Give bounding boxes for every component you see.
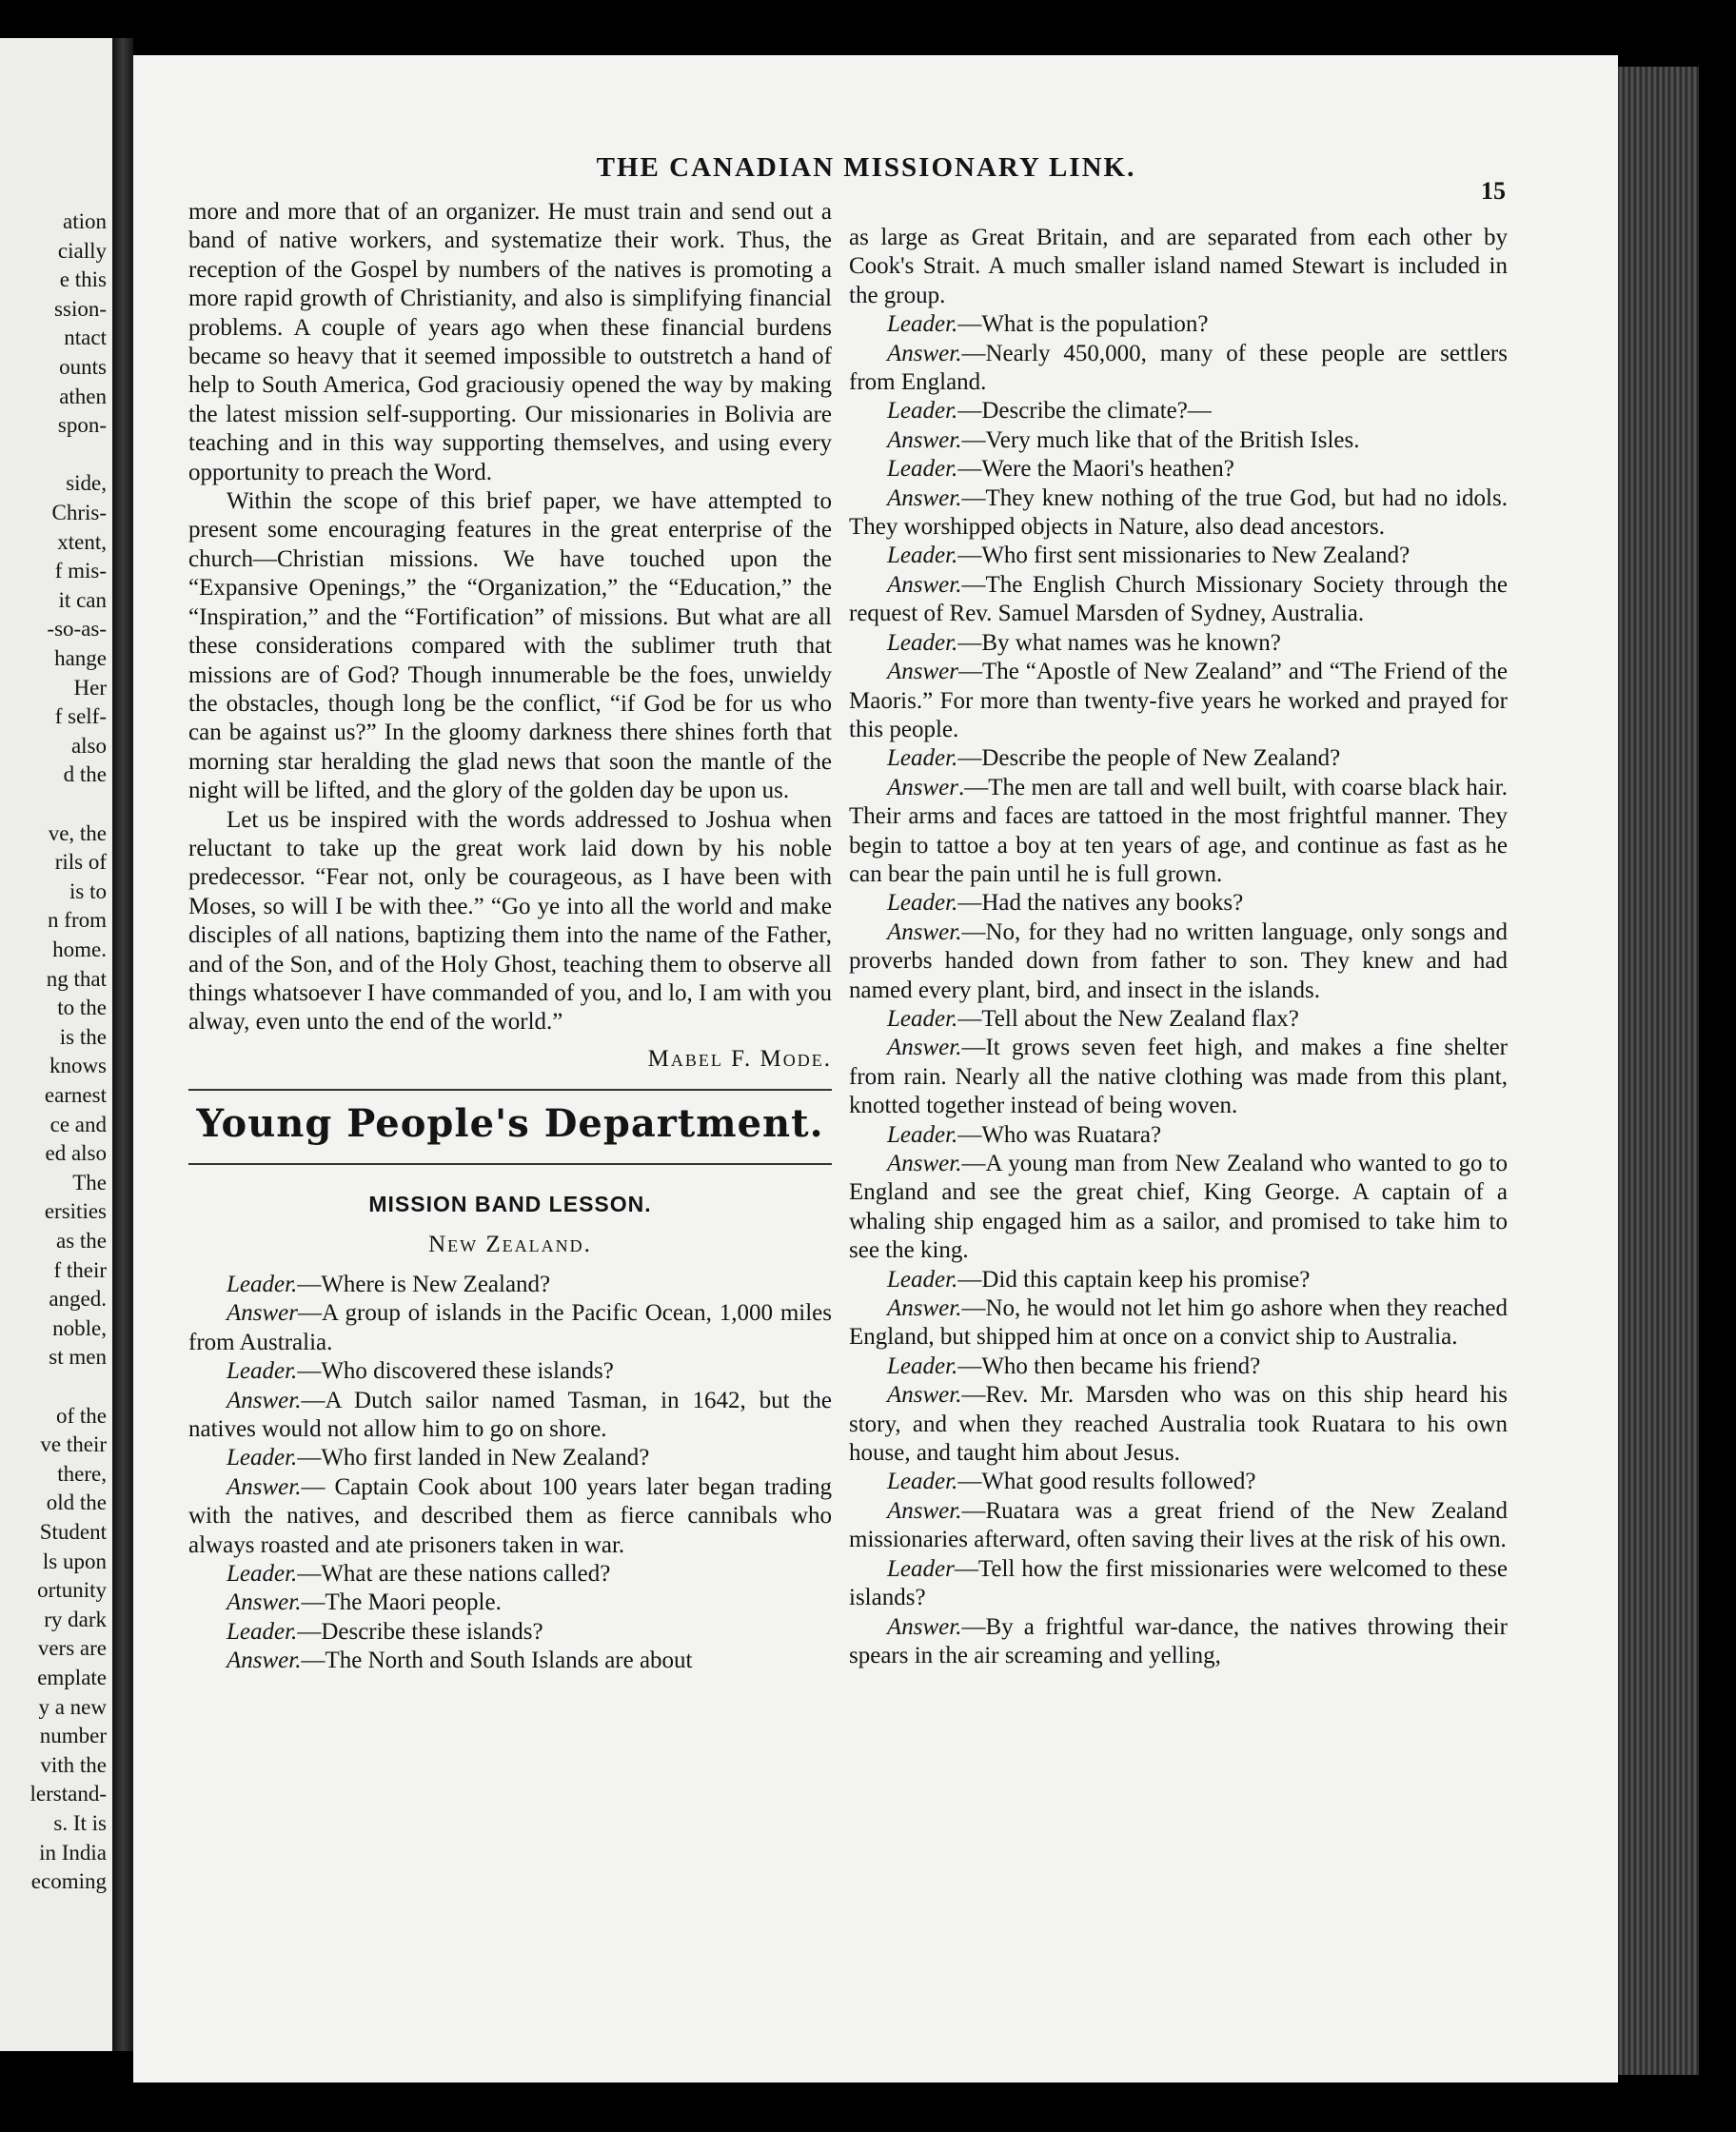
qa-text: —No, he would not let him go ashore when they reached England, but shipped him at once on a convict ship to Australia. [849,1295,1508,1351]
qa-entry [849,310,1508,339]
facing-page-text: of the [55,1403,107,1428]
qa-entry [849,918,1508,1005]
facing-page-text: home. [52,938,107,961]
qa-speaker: Leader. [887,398,958,424]
qa-list-left [188,1271,832,1676]
qa-speaker: Leader. [227,1561,298,1588]
qa-speaker: Answer. [887,1295,962,1322]
facing-page-text: cially [57,238,107,263]
facing-page-text: ortunity [37,1578,107,1603]
qa-speaker: Answer. [887,426,962,453]
qa-text: —The “Apostle of New Zealand” and “The Friend of the Maoris.” For more than twenty-five years he worked and prayed for this people. [849,659,1508,742]
qa-speaker: Leader. [887,311,958,338]
qa-text: —They knew nothing of the true God, but had no idols. They worshipped objects in Nature, also dead ancestors. [849,484,1508,541]
qa-speaker: Leader. [887,1469,958,1495]
qa-speaker: Leader. [887,543,958,569]
facing-page-text: f their [53,1257,107,1282]
qa-speaker: Leader. [227,1445,298,1471]
qa-speaker: Leader. [887,1266,958,1293]
qa-speaker: Answer. [227,1473,302,1500]
qa-text: —A Dutch sailor named Tasman, in 1642, but the natives would not allow him to go on shore. [188,1387,832,1443]
qa-entry [849,1150,1508,1266]
qa-speaker: Answer [227,1300,298,1327]
qa-entry [188,1647,832,1675]
left-column [188,198,832,1676]
page-edges [1618,67,1699,2075]
qa-text: —Describe the climate?— [957,398,1212,424]
qa-text: —Were the Maori's heathen? [957,456,1234,483]
qa-speaker: Leader. [887,1352,958,1379]
qa-speaker: Answer. [887,918,962,945]
qa-entry [849,1294,1508,1352]
qa-entry [849,484,1508,543]
lesson-subtitle: New Zealand. [428,1231,592,1257]
qa-text: —Ruatara was a great friend of the New Zealand missionaries afterward, often saving their lives at the risk of his own. [849,1497,1508,1553]
qa-speaker: Answer. [887,571,962,598]
qa-speaker: Answer. [887,1151,962,1176]
qa-speaker: Leader. [227,1272,298,1297]
facing-page-text: -so-as- [47,617,107,642]
qa-entry [188,1271,832,1299]
facing-page-text: ce and [49,1112,107,1136]
facing-page-text: s. It is [53,1811,107,1835]
qa-entry [188,1618,832,1647]
qa-text: —By a frightful war-dance, the natives throwing their spears in the air screaming and yelling, [849,1613,1508,1668]
facing-page-text: there, [57,1461,107,1486]
facing-page-text: Her [73,675,107,700]
qa-entry [188,1444,832,1472]
qa-speaker: Leader. [887,1005,958,1032]
facing-page-text: ed also [45,1141,107,1166]
qa-speaker: Leader. [887,745,958,772]
qa-entry [849,340,1508,398]
qa-entry [188,1560,832,1589]
qa-text: —Who discovered these islands? [297,1358,614,1385]
qa-text: —The Maori people. [301,1589,502,1616]
qa-text: —Did this captain keep his promise? [957,1266,1311,1293]
qa-text: —A young man from New Zealand who wanted to go to England and see the great chief, King George. A captain of a whaling ship engaged him as a sailor, and promised to take him to see the king. [849,1151,1508,1264]
qa-text: —Who first sent missionaries to New Zealand? [957,543,1410,569]
facing-page-text: number [39,1724,107,1748]
facing-page-text: ntact [64,326,107,350]
article-signature: Mabel F. Mode. [647,1045,832,1072]
qa-speaker: Answer [887,774,958,800]
qa-text: — Captain Cook about 100 years later began trading with the natives, and described them as fierce cannibals who always roasted and ate prisoners taken in war. [188,1473,832,1558]
qa-text: .—The men are tall and well built, with coarse black hair. Their arms and faces are tattoed in the most frightful manner. They begin to tattoe a boy at ten years of age, and continue as fast as he can bear the pain until he is full grown. [849,774,1508,887]
qa-text: —No, for they had no written language, only songs and proverbs handed down from father to son. They knew and had named every plant, bird, and insect in the islands. [849,918,1508,1003]
facing-page-fragment [0,38,112,2051]
right-column [849,224,1508,1670]
facing-page-text: ssion- [54,296,107,321]
facing-page-text: ry dark [44,1607,107,1631]
qa-entry [188,1473,832,1560]
facing-page-text: n from [48,908,107,933]
qa-entry [849,1121,1508,1150]
qa-entry [849,542,1508,570]
qa-entry [849,774,1508,890]
facing-page-text: noble, [52,1315,107,1340]
facing-page-text: f mis- [54,559,107,583]
qa-speaker: Answer. [887,1613,962,1640]
qa-text: —It grows seven feet high, and makes a fine shelter from rain. Nearly all the native clothing was made from this plant, knotted together instead of being woven. [849,1035,1508,1119]
facing-page-text: old the [46,1490,107,1515]
qa-text: —What good results followed? [957,1469,1256,1495]
qa-entry [849,397,1508,425]
qa-entry [849,889,1508,918]
facing-page-text: athen [59,384,107,408]
qa-text: —Tell how the first missionaries were welcomed to these islands? [849,1555,1508,1611]
qa-text: —Very much like that of the British Isles. [961,426,1360,453]
facing-page-text: Chris- [51,501,107,524]
qa-speaker: Answer. [227,1387,302,1413]
qa-entry [849,455,1508,484]
qa-text: —A group of islands in the Pacific Ocean, 1,000 miles from Australia. [188,1300,832,1355]
section-rule [188,1089,832,1091]
qa-entry [849,571,1508,629]
qa-speaker: Answer. [887,1497,962,1524]
facing-page-text: to the [57,996,107,1020]
qa-text: —Describe these islands? [297,1618,543,1645]
facing-page-text: knows [49,1054,107,1078]
qa-speaker: Answer. [887,1382,962,1409]
qa-speaker: Answer [887,659,958,685]
qa-text: —The North and South Islands are about [301,1648,693,1674]
qa-entry [849,1381,1508,1468]
qa-entry [849,1555,1508,1613]
qa-text: —Tell about the New Zealand flax? [957,1005,1299,1032]
qa-text: —Who first landed in New Zealand? [297,1445,650,1471]
qa-entry [849,629,1508,658]
qa-entry [849,1497,1508,1555]
running-head: THE CANADIAN MISSIONARY LINK. [596,152,1136,183]
facing-page-text: Student [39,1520,107,1544]
facing-page-text: ounts [59,355,107,379]
qa-speaker: Leader. [887,456,958,483]
facing-page-text: also [70,733,107,758]
qa-entry [188,1357,832,1386]
facing-page-text: it can [58,587,107,612]
article-paragraph: Within the scope of this brief paper, we have attempted to present some encouraging features in the great enterprise of the church—Christian missions. We have touched upon the “Expansive Openings,” the “Organization,” the “Education,” the “Inspiration,” and the “Fortification” of missions. But what are all these considerations compared with the sublimer truth that missions are of God? Though innumerable be the foes, unwieldy the obstacles, though long be the conflict, “if God be for us who can be against us?” In the gloomy darkness there shines forth that morning star heralding the glad news that soon the mantle of the night will be lifted, and the glory of the golden day be upon us. [188,488,832,804]
qa-text: —What is the population? [957,311,1209,338]
qa-text: —Who then became his friend? [957,1352,1261,1379]
facing-page-text: ersities [44,1199,107,1224]
qa-speaker: Leader. [227,1618,298,1645]
qa-entry [849,1266,1508,1294]
qa-continuation: as large as Great Britain, and are separated from each other by Cook's Strait. A much smaller island named Stewart is included in the group. [849,225,1508,308]
article-paragraph: Let us be inspired with the words addressed to Joshua when reluctant to take up the great work laid down by his noble predecessor. “Fear not, only be courageous, as I have been with Moses, so will I be with thee.” “Go ye into all the world and make disciples of all nations, baptizing them into the name of the Father, and of the Son, and of the Holy Ghost, teaching them to observe all things whatsoever I have commanded of you, and lo, I am with you alway, even unto the end of the world.” [188,806,832,1036]
section-rule [188,1163,832,1165]
qa-entry [849,1352,1508,1381]
qa-text: —Where is New Zealand? [297,1272,551,1297]
qa-speaker: Answer. [227,1648,302,1674]
department-title: Young People's Department. [196,1101,824,1147]
qa-speaker: Leader. [227,1358,298,1385]
qa-speaker: Leader. [887,890,958,917]
qa-text: —By what names was he known? [957,629,1281,656]
facing-page-text: earnest [44,1083,107,1107]
qa-speaker: Answer. [887,484,962,511]
facing-page-text: The [72,1170,107,1194]
qa-entry [188,1387,832,1445]
qa-entry [849,1613,1508,1671]
facing-page-text: anged. [49,1287,107,1312]
facing-page-text: is the [59,1024,107,1049]
facing-page-text: as the [55,1229,107,1253]
facing-page-text: in India [39,1840,107,1865]
qa-text: —Who was Ruatara? [957,1121,1162,1148]
facing-page-text: lerstand- [30,1782,107,1806]
facing-page-text: f self- [54,704,107,729]
facing-page-text: vith the [40,1752,107,1777]
facing-page-text: ve, the [48,820,107,845]
qa-speaker: Answer. [887,340,962,366]
qa-text: —Rev. Mr. Marsden who was on this ship heard his story, and when they reached Australia took Ruatara to his own house, and taught him about Jesus. [849,1382,1508,1467]
facing-page-text: rils of [54,850,107,875]
page-number: 15 [1481,177,1506,205]
facing-page-text: ng that [46,966,107,991]
facing-page-text: xtent, [57,529,107,554]
qa-speaker: Answer. [227,1589,302,1616]
qa-speaker: Leader. [887,1121,958,1148]
qa-text: —Nearly 450,000, many of these people are settlers from England. [849,340,1508,396]
facing-page-text: emplate [37,1666,107,1689]
article-paragraph: more and more that of an organizer. He must train and send out a band of native workers, and systematize their work. Thus, the reception of the Gospel by numbers of the natives is promoting a more rapid growth of Christianity, and also is simplifying financial problems. A couple of years ago when these financial burdens became so heavy that it seemed impossible to outstretch a hand of help to South America, God graciousiy opened the way by making the latest mission self-supporting. Our missionaries in Bolivia are teaching and in this way supporting themselves, and using every opportunity to preach the Word. [188,199,832,485]
qa-entry [849,1468,1508,1496]
qa-text: —The English Church Missionary Society through the request of Rev. Samuel Marsden of Sydney, Australia. [849,571,1508,627]
facing-page-text: is to [69,878,107,903]
qa-entry [188,1299,832,1357]
facing-page-text: side, [66,471,107,496]
qa-entry [849,1034,1508,1120]
qa-speaker: Answer. [887,1035,962,1061]
facing-page-text: hange [54,646,107,670]
qa-list-right [849,310,1508,1670]
facing-page-text: y a new [38,1694,107,1719]
qa-entry [188,1589,832,1617]
facing-page-text: st men [49,1345,107,1370]
qa-entry [849,658,1508,744]
lesson-title: MISSION BAND LESSON. [368,1192,652,1217]
qa-speaker: Leader. [887,629,958,656]
qa-entry [849,744,1508,773]
facing-page-text: vers are [37,1636,107,1661]
qa-speaker: Leader [887,1555,955,1582]
facing-page-text: ecoming [30,1869,107,1894]
qa-entry [849,1005,1508,1034]
qa-text: —What are these nations called? [297,1561,611,1588]
book-gutter [112,38,133,2051]
facing-page-text: d the [63,762,107,787]
facing-page-text: ve their [40,1432,107,1457]
facing-page-text: spon- [57,413,107,438]
qa-text: —Describe the people of New Zealand? [957,745,1341,772]
facing-page-text: e this [59,267,107,292]
facing-page-text: ls upon [42,1549,107,1573]
qa-entry [849,426,1508,455]
facing-page-text: ation [63,209,107,233]
qa-text: —Had the natives any books? [957,890,1244,917]
